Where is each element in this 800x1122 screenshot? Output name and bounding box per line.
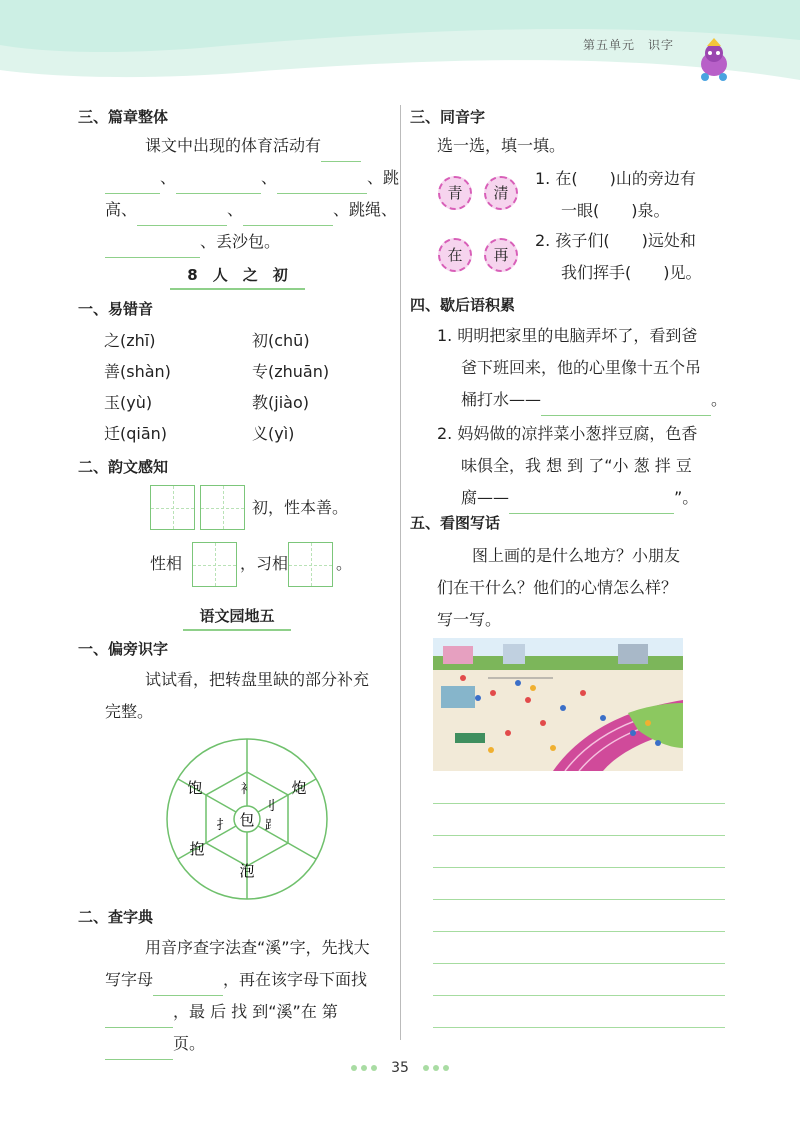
section-title: 五、看图写话 [410,514,501,532]
wheel-outer: 泡 [239,862,255,880]
section-title: 一、易错音 [78,300,154,318]
writing-line[interactable] [433,867,725,868]
verse-text: 性相 [150,554,183,573]
question-line: 我们挥手( )见。 [561,263,702,282]
tian-grid-box[interactable] [192,542,237,587]
wheel-inner: 刂 [262,799,276,814]
text: 爸下班回来，他的心里像十五个吊 [461,358,702,377]
text: ，最 后 找 到“溪”在 第 [105,996,338,1028]
radical-wheel [165,737,329,901]
lesson-title: 8 人 之 初 [170,264,305,290]
garden-title: 语文园地五 [183,605,291,631]
schoolyard-illustration [433,638,683,771]
mascot-icon [693,38,735,82]
answer-blank[interactable] [509,493,674,514]
writing-line[interactable] [433,803,725,804]
wheel-center: 包 [239,811,255,829]
text: 写一写。 [437,610,502,629]
text: 味俱全，我 想 到 了“小 葱 拌 豆 [461,456,692,475]
text: 、丢沙包。 [105,226,280,258]
answer-blank[interactable] [541,395,711,416]
answer-blank[interactable] [105,237,200,258]
section-title: 一、偏旁识字 [78,640,169,658]
column-divider [400,105,401,1040]
writing-line[interactable] [433,1027,725,1028]
char-badge[interactable]: 在 [438,238,472,272]
question-line: 2. 孩子们( )远处和 [535,231,696,250]
writing-line[interactable] [433,995,725,996]
wheel-outer: 抱 [189,840,205,858]
text: 写字母 ，再在该字母下面找 [105,964,367,996]
section-title: 四、歇后语积累 [410,296,516,314]
writing-line[interactable] [433,835,725,836]
verse-text: ，习相 [240,554,289,573]
section-title: 三、同音字 [410,108,486,126]
pinyin-item: 教(jiào) [252,393,309,412]
page-number-footer [0,1060,800,1076]
verse-text: 初，性本善。 [252,498,349,517]
pinyin-item: 初(chū) [252,331,310,350]
text: 课文中出现的体育活动有 [145,130,361,162]
char-badge[interactable]: 再 [484,238,518,272]
text: 们在干什么？他们的心情怎么样？ [437,578,678,597]
answer-blank[interactable] [105,173,160,194]
answer-blank[interactable] [321,141,361,162]
answer-blank[interactable] [105,1039,173,1060]
section-title: 二、韵文感知 [78,458,169,476]
answer-blank[interactable] [137,205,227,226]
text: 1. 明明把家里的电脑弄坏了，看到爸 [437,326,698,345]
pinyin-item: 迁(qiān) [104,424,168,443]
char-badge[interactable]: 清 [484,176,518,210]
char-badge[interactable]: 青 [438,176,472,210]
wheel-inner: 衤 [240,782,254,797]
wheel-outer: 炮 [291,779,307,797]
tian-grid-box[interactable] [288,542,333,587]
text: 2. 妈妈做的凉拌菜小葱拌豆腐，色香 [437,424,698,443]
answer-blank[interactable] [243,205,333,226]
page-number: 35 [391,1060,409,1076]
unit-label: 第五单元 识字 [583,38,675,52]
wheel-outer: 饱 [187,779,203,797]
writing-line[interactable] [433,931,725,932]
text: 完整。 [105,702,154,721]
pinyin-item: 义(yì) [252,424,295,443]
text: 高、 、 、跳绳、 [105,194,397,226]
header-banner [0,0,800,95]
writing-line[interactable] [433,963,725,964]
text: 腐—— ”。 [461,482,698,514]
text: 试试看，把转盘里缺的部分补充 [145,670,370,689]
pinyin-item: 专(zhuān) [252,362,330,381]
text: 桶打水—— 。 [461,384,727,416]
question-line: 1. 在( )山的旁边有 [535,169,696,188]
answer-blank[interactable] [176,173,261,194]
wheel-inner: 扌 [216,818,230,833]
tian-grid-box[interactable] [200,485,245,530]
text: 选一选，填一填。 [437,136,566,155]
pinyin-item: 善(shàn) [104,362,171,381]
text: 、 、 、跳 [105,162,399,194]
question-line: 一眼( )泉。 [561,201,670,220]
wheel-inner: ⻊ [264,818,278,833]
text: 用音序查字法查“溪”字，先找大 [145,938,370,957]
section-title: 三、篇章整体 [78,108,169,126]
text: 页。 [105,1028,205,1060]
verse-text: 。 [336,554,353,573]
answer-blank[interactable] [277,173,367,194]
answer-blank[interactable] [105,1007,173,1028]
section-title: 二、查字典 [78,908,154,926]
writing-line[interactable] [433,899,725,900]
answer-blank[interactable] [153,975,223,996]
tian-grid-box[interactable] [150,485,195,530]
pinyin-item: 之(zhī) [104,331,156,350]
pinyin-item: 玉(yù) [104,393,153,412]
text: 图上画的是什么地方？小朋友 [472,546,681,565]
